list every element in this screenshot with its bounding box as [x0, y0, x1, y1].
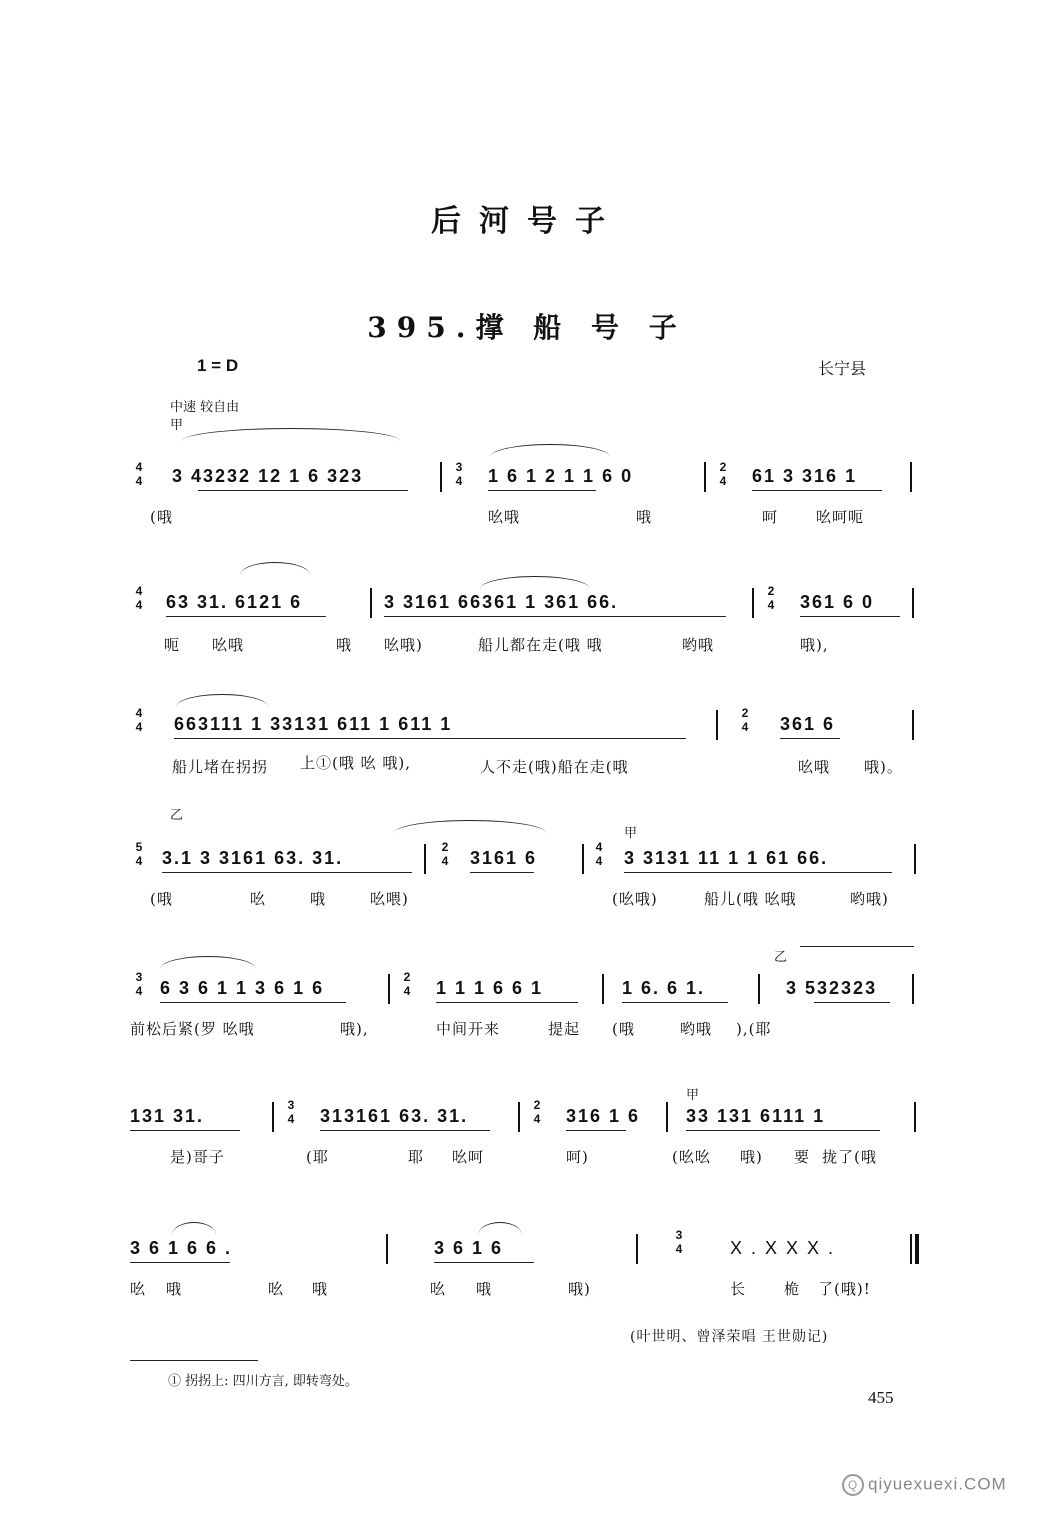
- lyric: 哦: [310, 890, 327, 908]
- measure-notes: 3161 6: [470, 848, 538, 868]
- bar-line: [910, 1234, 912, 1264]
- measure-notes: 3 43232 12 1 6 323: [172, 466, 364, 486]
- measure-notes: 1 1 1 6 6 1: [436, 978, 544, 998]
- section-title: 后河号子: [431, 204, 623, 239]
- time-signature-2-4: 2 4: [767, 584, 775, 612]
- lyric: 吆哦): [384, 636, 423, 654]
- bar-line: [758, 974, 760, 1004]
- lyric: (哦: [612, 1020, 635, 1038]
- bar-line: [910, 462, 912, 492]
- beam-line: [320, 1130, 490, 1131]
- beam-line: [686, 1130, 880, 1131]
- song-title: 395.撑 船 号 子: [367, 311, 687, 344]
- lyric: (吆哦): [612, 890, 658, 908]
- page-number: 455: [868, 1388, 894, 1407]
- beam-line: [198, 490, 408, 491]
- final-bar-line: [915, 1234, 919, 1264]
- lyric: 哦): [568, 1280, 591, 1298]
- phrase-slur: [478, 1222, 522, 1235]
- bar-line: [518, 1102, 520, 1132]
- phrase-slur: [480, 576, 590, 589]
- tempo-marking: 中速 较自由: [170, 400, 240, 415]
- lyric: 吆哦: [212, 636, 245, 654]
- bar-line: [914, 1102, 916, 1132]
- beam-line: [166, 616, 326, 617]
- beam-line: [470, 872, 534, 873]
- time-signature-5-4: 5 4: [135, 840, 143, 868]
- part-mark-yi: 乙: [774, 950, 788, 965]
- measure-notes: 3 532323: [786, 978, 878, 998]
- lyric: 耶: [408, 1148, 425, 1166]
- bar-line: [704, 462, 706, 492]
- measure-notes: 131 31.: [130, 1106, 205, 1126]
- beam-line: [780, 738, 840, 739]
- footnote: ① 拐拐上: 四川方言, 即转弯处。: [168, 1374, 358, 1389]
- bar-line: [716, 710, 718, 740]
- bar-line: [914, 844, 916, 874]
- key-signature: 1 = D: [197, 356, 239, 375]
- beam-line: [752, 490, 882, 491]
- lyric: ),(耶: [736, 1020, 772, 1038]
- part-mark-jia: 甲: [624, 826, 638, 841]
- measure-notes: 1 6 1 2 1 1 6 0: [488, 466, 634, 486]
- beam-line: [814, 1002, 890, 1003]
- measure-notes: 3.1 3 3161 63. 31.: [162, 848, 344, 868]
- phrase-slur: [176, 694, 268, 707]
- bar-line: [424, 844, 426, 874]
- lyric: 船儿都在走(哦 哦: [478, 636, 603, 654]
- part-mark-jia: 甲: [170, 418, 184, 433]
- footnote-divider: [130, 1360, 258, 1361]
- measure-notes: 3 6 1 6 6 .: [130, 1238, 233, 1258]
- phrase-slur: [394, 820, 546, 833]
- lyric: 长: [730, 1280, 747, 1298]
- beam-line: [624, 872, 892, 873]
- time-signature-4-4: 4 4: [135, 706, 143, 734]
- measure-notes: 361 6 0: [800, 592, 875, 612]
- measure-notes: 1 6. 6 1.: [622, 978, 706, 998]
- beam-line: [130, 1130, 240, 1131]
- measure-notes: 663111 1 33131 611 1 611 1: [174, 714, 453, 734]
- bar-line: [752, 588, 754, 618]
- watermark-logo-icon: Q: [842, 1474, 864, 1496]
- bar-line: [386, 1234, 388, 1264]
- lyric: 哦: [312, 1280, 329, 1298]
- lyric: 吆呵呃: [816, 508, 865, 526]
- time-signature-2-4: 2 4: [719, 460, 727, 488]
- lyric: (哦: [150, 890, 173, 908]
- part-mark-jia: 甲: [686, 1088, 700, 1103]
- bar-line: [582, 844, 584, 874]
- measure-notes: 6 3 6 1 1 3 6 1 6: [160, 978, 325, 998]
- lyric: 哦)。: [864, 758, 903, 776]
- bar-line: [440, 462, 442, 492]
- bar-line: [666, 1102, 668, 1132]
- measure-notes: 3 3161 66361 1 361 66.: [384, 592, 619, 612]
- time-signature-4-4: 4 4: [135, 460, 143, 488]
- lyric: (耶: [306, 1148, 329, 1166]
- lyric: 吆哦: [798, 758, 831, 776]
- bar-line: [272, 1102, 274, 1132]
- lyric: 哦),: [800, 636, 829, 654]
- bar-line: [636, 1234, 638, 1264]
- lyric: 哟哦): [850, 890, 889, 908]
- beam-line: [436, 1002, 578, 1003]
- lyric: 哟哦: [682, 636, 715, 654]
- lyric: 吆: [130, 1280, 147, 1298]
- lyric: 提起: [548, 1020, 581, 1038]
- lyric: 吆: [268, 1280, 285, 1298]
- lyric: 哦): [740, 1148, 763, 1166]
- time-signature-2-4: 2 4: [441, 840, 449, 868]
- measure-notes: 63 31. 6121 6: [166, 592, 303, 612]
- time-signature-3-4: 3 4: [675, 1228, 683, 1256]
- lyric: 哦: [166, 1280, 183, 1298]
- time-signature-3-4: 3 4: [287, 1098, 295, 1126]
- time-signature-2-4: 2 4: [741, 706, 749, 734]
- lyric: 呵: [762, 508, 779, 526]
- beam-line: [174, 738, 686, 739]
- beam-line: [160, 1002, 346, 1003]
- measure-notes: 361 6: [780, 714, 836, 734]
- region-label: 长宁县: [818, 359, 867, 378]
- lyric: 吆: [430, 1280, 447, 1298]
- lyric: 要: [794, 1148, 811, 1166]
- lyric: 是)哥子: [170, 1148, 225, 1166]
- watermark-text: qiyuexuexi.COM: [868, 1474, 1007, 1494]
- beam-line: [130, 1262, 230, 1263]
- lyric: 哟哦: [680, 1020, 713, 1038]
- lyric: 上①(哦 吆 哦),: [300, 754, 412, 772]
- measure-notes: 33 131 6111 1: [686, 1106, 826, 1126]
- lyric: 船儿(哦 吆哦: [704, 890, 797, 908]
- lyric: 呵): [566, 1148, 589, 1166]
- measure-notes: 313161 63. 31.: [320, 1106, 469, 1126]
- phrase-slur: [182, 428, 400, 441]
- lyric: 吆呵: [452, 1148, 485, 1166]
- measure-notes: 61 3 316 1: [752, 466, 858, 486]
- lyric: 吆喂): [370, 890, 409, 908]
- lyric: 人不走(哦)船在走(哦: [480, 758, 629, 776]
- phrase-slur: [800, 946, 914, 947]
- credit-line: (叶世明、曾泽荣唱 王世勋记): [630, 1329, 829, 1345]
- time-signature-2-4: 2 4: [533, 1098, 541, 1126]
- lyric: 呃: [164, 636, 181, 654]
- time-signature-4-4: 4 4: [135, 584, 143, 612]
- phrase-slur: [172, 1222, 216, 1235]
- lyric: 船儿堵在拐拐: [172, 758, 269, 776]
- beam-line: [434, 1262, 534, 1263]
- beam-line: [384, 616, 726, 617]
- measure-notes: X . X X X .: [730, 1238, 836, 1258]
- measure-notes: 3 3131 11 1 1 61 66.: [624, 848, 829, 868]
- phrase-slur: [490, 444, 610, 457]
- lyric: 中间开来: [436, 1020, 501, 1038]
- lyric: 前松后紧(罗 吆哦: [130, 1020, 255, 1038]
- phrase-slur: [160, 956, 256, 969]
- time-signature-4-4: 4 4: [595, 840, 603, 868]
- watermark: [842, 1474, 1007, 1496]
- lyric: 哦: [336, 636, 353, 654]
- beam-line: [488, 490, 596, 491]
- measure-notes: 3 6 1 6: [434, 1238, 504, 1258]
- lyric: 拢了(哦: [822, 1148, 877, 1166]
- lyric: 吆哦: [488, 508, 521, 526]
- part-mark-yi: 乙: [170, 808, 184, 823]
- lyric: 哦),: [340, 1020, 369, 1038]
- lyric: 了(哦)!: [818, 1280, 871, 1298]
- bar-line: [388, 974, 390, 1004]
- lyric: 哦: [636, 508, 653, 526]
- lyric: 哦: [476, 1280, 493, 1298]
- beam-line: [800, 616, 900, 617]
- lyric: 吆: [250, 890, 267, 908]
- beam-line: [622, 1002, 728, 1003]
- time-signature-3-4: 3 4: [455, 460, 463, 488]
- beam-line: [566, 1130, 626, 1131]
- bar-line: [912, 710, 914, 740]
- bar-line: [912, 974, 914, 1004]
- time-signature-3-4: 3 4: [135, 970, 143, 998]
- bar-line: [370, 588, 372, 618]
- lyric: (吆吆: [672, 1148, 711, 1166]
- lyric: 桅: [784, 1280, 801, 1298]
- phrase-slur: [240, 562, 310, 575]
- bar-line: [912, 588, 914, 618]
- lyric: (哦: [150, 508, 173, 526]
- measure-notes: 316 1 6: [566, 1106, 641, 1126]
- beam-line: [162, 872, 412, 873]
- time-signature-2-4: 2 4: [403, 970, 411, 998]
- bar-line: [602, 974, 604, 1004]
